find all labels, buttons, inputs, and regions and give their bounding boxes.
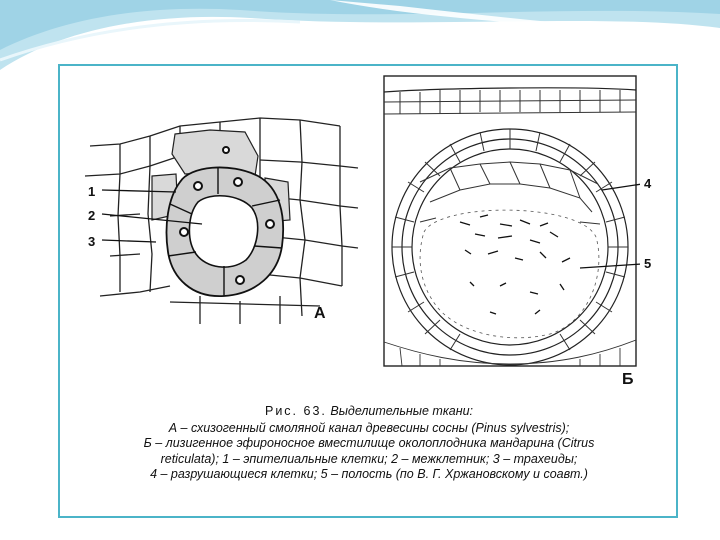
- caption-line: 4 – разрушающиеся клетки; 5 – полость (по В. Г. Хржановскому и соавт.): [150, 467, 588, 481]
- figure-a-resin-canal-drawing: [80, 96, 360, 326]
- figure-a-letter: А: [314, 305, 326, 322]
- figure-b-label-5: 5: [644, 256, 652, 271]
- figure-a-label-1: 1: [88, 184, 96, 199]
- figure-b-label-4: 4: [644, 176, 652, 191]
- caption-figure-number: Рис. 63.: [264, 404, 327, 418]
- caption-title: Выделительные ткани:: [330, 404, 474, 418]
- figure-a-label-3: 3: [88, 234, 96, 249]
- figure-b-oil-cavity-drawing: [380, 72, 640, 382]
- caption-heading: [74, 404, 664, 420]
- figure-caption: [74, 404, 664, 483]
- caption-line: reticulata); 1 – эпителиальные клетки; 2 – межклетник; 3 – трахеиды;: [160, 451, 578, 466]
- caption-line: Б – лизигенное эфироносное вместилище околоплодника мандарина (Citrus: [143, 436, 595, 450]
- caption-line: А – схизогенный смоляной канал древесины сосны (Pinus sylvestris);: [168, 420, 570, 435]
- figure-b-letter: Б: [622, 371, 634, 388]
- figure-a-label-2: 2: [88, 208, 96, 223]
